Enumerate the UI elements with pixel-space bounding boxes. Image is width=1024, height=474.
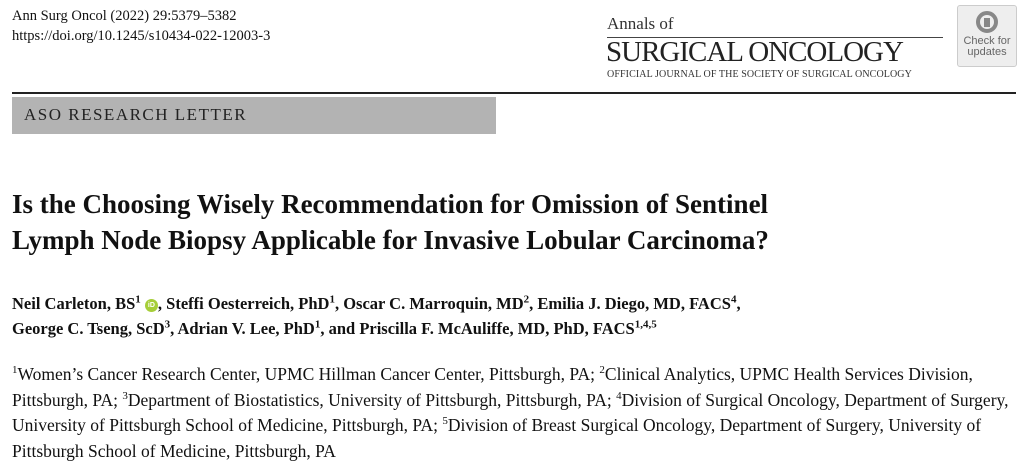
author-name: , Steffi Oesterreich, PhD [157, 294, 330, 313]
author-sup: 3 [164, 318, 171, 331]
affiliation: Department of Biostatistics, University of Pittsburgh, Pittsburgh, PA; [127, 389, 617, 410]
affil-sup: 3 [122, 389, 128, 402]
author-separator: , [736, 294, 741, 313]
author-name: George C. Tseng, ScD [12, 319, 165, 338]
author-sup: 1 [135, 293, 141, 306]
check-for-updates-badge[interactable] [957, 5, 1017, 67]
article-title [12, 186, 769, 258]
affiliation: Clinical Analytics, UPMC Health Services Division, Pittsburgh, PA; [12, 364, 973, 410]
author-sup: 1 [329, 293, 335, 306]
header-divider [12, 92, 1016, 94]
title-line2: Lymph Node Biopsy Applicable for Invasive Lobular Carcinoma? [12, 225, 769, 255]
section-label: ASO RESEARCH LETTER [24, 105, 248, 124]
author-name: , Emilia J. Diego, MD, FACS [529, 294, 731, 313]
author-sup: 4 [730, 293, 737, 306]
author-name: Neil Carleton, BS [12, 294, 136, 313]
affil-sup: 4 [616, 389, 622, 402]
citation-block [12, 6, 270, 46]
affiliations [12, 362, 1017, 464]
author-name: , Adrian V. Lee, PhD [170, 319, 315, 338]
author-sup: 2 [523, 293, 530, 306]
author-sup: 1 [314, 318, 321, 331]
journal-subtitle: OFFICIAL JOURNAL OF THE SOCIETY OF SURGICAL ONCOLOGY [607, 69, 912, 80]
affiliation: Division of Breast Surgical Oncology, Department of Surgery, University of Pittsburgh School of Medicine, Pittsburgh, PA [12, 415, 982, 461]
bookmark-icon [976, 11, 998, 33]
affil-sup: 1 [12, 364, 18, 377]
author-sup: 1,4,5 [634, 318, 657, 331]
doi-link[interactable]: https://doi.org/10.1245/s10434-022-12003-3 [12, 28, 271, 44]
affil-sup: 5 [442, 415, 448, 428]
title-line1: Is the Choosing Wisely Recommendation for Omission of Sentinel [12, 189, 769, 219]
orcid-icon[interactable]: iD [145, 299, 158, 312]
author-name: , and Priscilla F. McAuliffe, MD, PhD, FACS [320, 319, 635, 338]
author-list [12, 291, 741, 341]
affiliation: Division of Surgical Oncology, Department of Surgery, University of Pittsburgh School of Medicine, Pittsburgh, PA; [12, 389, 1009, 435]
journal-annals-of: Annals of [607, 14, 674, 33]
badge-line1: Check for [963, 35, 1011, 47]
journal-citation: Ann Surg Oncol (2022) 29:5379–5382 [12, 8, 237, 24]
journal-name: SURGICAL ONCOLOGY [606, 36, 903, 68]
badge-line2: updates [967, 46, 1007, 58]
affiliation: Women’s Cancer Research Center, UPMC Hillman Cancer Center, Pittsburgh, PA; [17, 364, 600, 384]
author-name: , Oscar C. Marroquin, MD [334, 294, 524, 313]
affil-sup: 2 [599, 364, 605, 377]
section-banner [12, 97, 496, 134]
